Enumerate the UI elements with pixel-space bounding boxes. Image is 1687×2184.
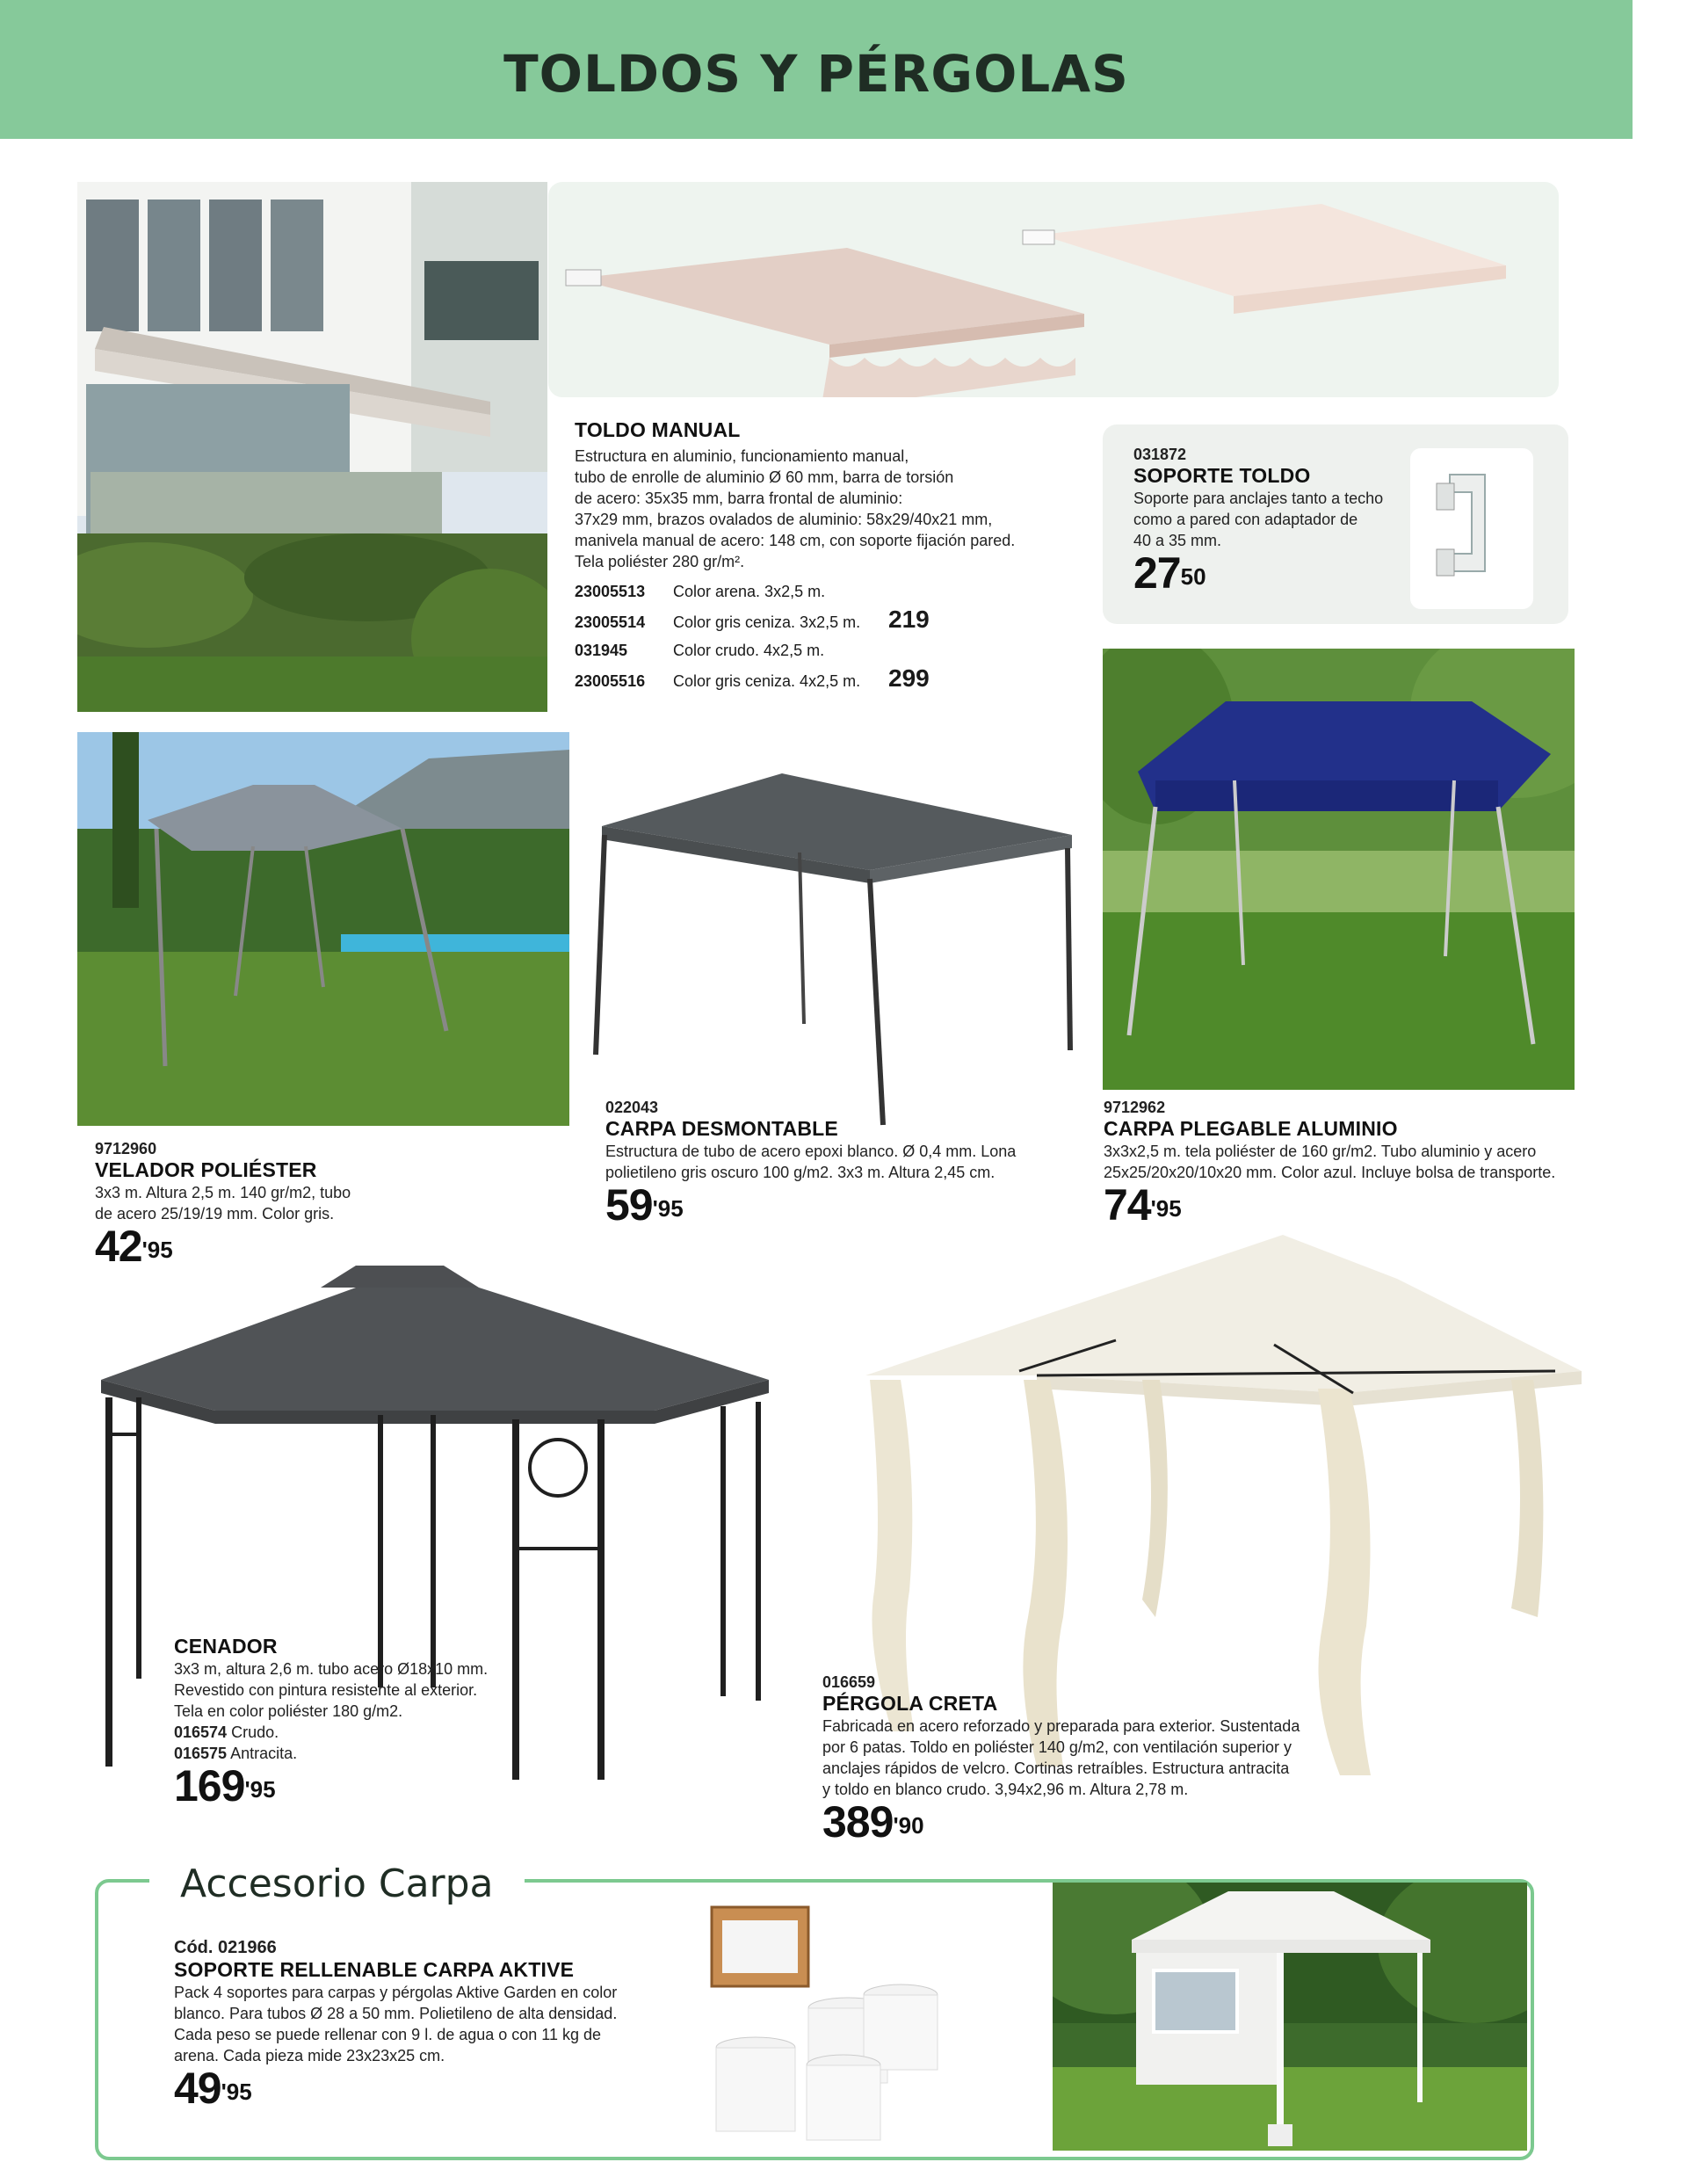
weights-photo <box>703 1894 967 2158</box>
carpa-plegable-info <box>1104 1099 1596 1230</box>
product-name: VELADOR POLIÉSTER <box>95 1158 317 1181</box>
toldo-house-photo <box>77 182 547 712</box>
variant-row: 23005514 Color gris ceniza. 3x2,5 m. 219 <box>575 606 930 633</box>
variant-row: 23005516 Color gris ceniza. 4x2,5 m. 299 <box>575 664 930 692</box>
variant-row: 031945 Color crudo. 4x2,5 m. <box>575 642 825 659</box>
product-price: $389^{'90}$ <box>822 1797 924 1847</box>
carpa-desmontable-photo <box>589 765 1081 1134</box>
product-name: CARPA DESMONTABLE <box>605 1117 838 1140</box>
product-price: $49^{'95}$ <box>174 2064 252 2113</box>
variant-row: 23005513 Color arena. 3x2,5 m. <box>575 583 826 600</box>
product-code: 016659 <box>822 1673 876 1691</box>
toldo-product-panel <box>548 182 1559 397</box>
product-code: 031872 <box>1133 446 1187 463</box>
product-price: $42^{'95}$ <box>95 1222 173 1271</box>
product-price: $169^{'95}$ <box>174 1761 276 1810</box>
page-margin <box>1633 0 1687 2184</box>
page-title: TOLDOS Y PÉRGOLAS <box>503 44 1129 104</box>
soporte-toldo-info <box>1133 446 1415 598</box>
bracket-photo <box>1410 448 1533 609</box>
product-description: Pack 4 soportes para carpas y pérgolas Aktive Garden en color blanco. Para tubos Ø 28 a 50 mm. Polietileno de alta densidad. Cada peso se puede rellenar con 9 l. de agua o con 11 kg de arena. Cada pieza mide 23x23x25 cm. <box>174 1984 618 2064</box>
product-name: CARPA PLEGABLE ALUMINIO <box>1104 1117 1398 1140</box>
toldo-info <box>575 418 1102 695</box>
product-description: 3x3x2,5 m. tela poliéster de 160 gr/m2. Tubo aluminio y acero 25x25/20x20/10x20 mm. Color azul. Incluye bolsa de transporte. <box>1104 1143 1556 1181</box>
product-name: TOLDO MANUAL <box>575 418 741 441</box>
cenador-info <box>174 1635 543 1808</box>
product-description: 3x3 m. Altura 2,5 m. 140 gr/m2, tubo de acero 25/19/19 mm. Color gris. <box>95 1184 351 1223</box>
product-description: Soporte para anclajes tanto a techo como a pared con adaptador de 40 a 35 mm. <box>1133 490 1384 549</box>
product-description: 3x3 m, altura 2,6 m. tubo acero Ø18x10 mm. Revestido con pintura resistente al exterior. Tela en color poliéster 180 g/m2. <box>174 1660 489 1720</box>
product-name: SOPORTE RELLENABLE CARPA AKTIVE <box>174 1958 575 1981</box>
carpa-plegable-photo <box>1103 649 1575 1090</box>
product-code: 9712960 <box>95 1140 157 1157</box>
product-name: SOPORTE TOLDO <box>1133 464 1311 487</box>
product-name: PÉRGOLA CRETA <box>822 1692 998 1715</box>
variant-row: 016575 Antracita. <box>174 1745 298 1762</box>
variant-table <box>575 577 1102 695</box>
white-tent-photo <box>1053 1883 1527 2151</box>
accesorio-section-title: Accesorio Carpa <box>149 1861 525 1906</box>
product-price: $27^{50}$ <box>1133 548 1206 598</box>
product-price: $59^{'95}$ <box>605 1180 684 1230</box>
page-header <box>0 0 1633 139</box>
product-description: Fabricada en acero reforzado y preparada para exterior. Sustentada por 6 patas. Toldo en poliéster 140 g/m2, con ventilación superior y anclajes rápidos de velcro. Cortinas retraíbles. Estructura antracita y toldo en blanco crudo. 3,94x2,96 m. Altura 2,78 m. <box>822 1717 1300 1798</box>
product-price: $74^{'95}$ <box>1104 1180 1182 1230</box>
product-name: CENADOR <box>174 1635 278 1658</box>
product-description: Estructura en aluminio, funcionamiento manual, tubo de enrolle de aluminio Ø 60 mm, barra de torsión de acero: 35x35 mm, barra frontal de aluminio: 37x29 mm, brazos ovalados de aluminio: 58x29/40x21 mm, manivela manual de acero: 148 cm, con soporte fijación pared. Tela poliéster 280 gr/m². <box>575 447 1016 570</box>
product-code: 022043 <box>605 1099 659 1116</box>
variant-row: 016574 Crudo. <box>174 1723 279 1741</box>
carpa-desmontable-info <box>605 1099 1097 1230</box>
accesorio-info <box>174 1938 666 2113</box>
product-code: 9712962 <box>1104 1099 1166 1116</box>
velador-photo <box>77 732 569 1126</box>
product-code: Cód. 021966 <box>174 1938 277 1957</box>
velador-info <box>95 1140 411 1271</box>
pergola-info <box>822 1673 1314 1847</box>
variant-list <box>174 1722 543 1764</box>
product-description: Estructura de tubo de acero epoxi blanco. Ø 0,4 mm. Lona polietileno gris oscuro 100 g/m2. 3x3 m. Altura 2,45 cm. <box>605 1143 1017 1181</box>
